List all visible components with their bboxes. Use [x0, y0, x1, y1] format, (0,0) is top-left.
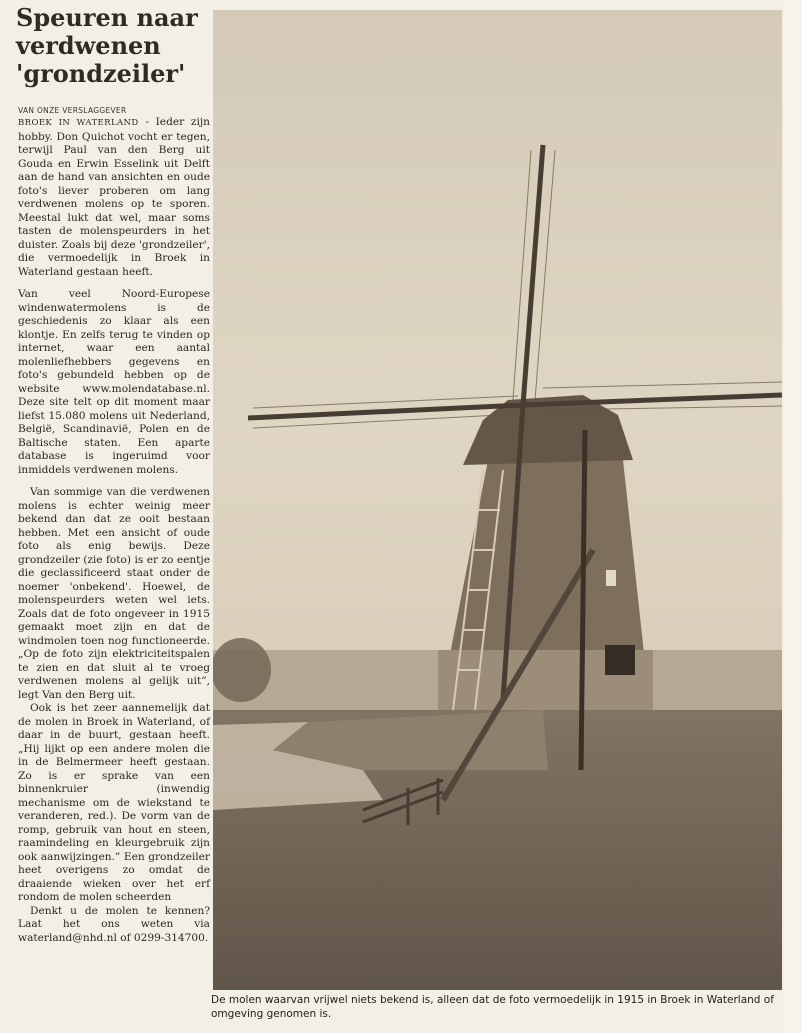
headline-line-1: Speuren naar [16, 3, 198, 32]
article-paragraph-5: Denkt u de molen te kennen? Laat het ons weten via waterland@nhd.nl of 0299-314700. [18, 904, 210, 944]
photo-caption: De molen waarvan vrijwel niets bekend is, alleen dat de foto vermoedelijk in 1915 in Broek in Waterland of omgeving genomen is. [211, 994, 774, 1020]
article-dateline: BROEK IN WATERLAND [18, 118, 139, 128]
adjacent-column-edge [784, 0, 802, 1033]
headline-line-3: 'grondzeiler' [16, 59, 186, 88]
paragraph-1-text: - Ieder zijn hobby. Don Quichot vocht er tegen, terwijl Paul van den Berg uit Gouda en Erwin Esselink uit Delft aan de hand van ansichten en oude foto's liever proberen om lang verdwenen molens op te sporen. Meestal lukt dat wel, maar soms tasten de molenspeurders in het duister. Zoals bij deze 'grondzeiler', die vermoedelijk in Broek in Waterland gestaan heeft. [18, 116, 210, 278]
article-paragraph-1 [18, 116, 210, 279]
article-body [18, 116, 210, 945]
headline-line-2: verdwenen [16, 31, 161, 60]
windmill-illustration [213, 10, 782, 990]
article-paragraph-4: Ook is het zeer aannemelijk dat de molen in Broek in Waterland, of daar in de buurt, gestaan heeft. „Hij lijkt op een andere molen die in de Belmermeer heeft gestaan. Zo is er sprake van een binnenkruier (inwendig mechanisme om de wiekstand te veranderen, red.). De vorm van de romp, gebruik van hout en steen, raamindeling en kleurgebruik zijn ook aanwijzingen.” Een grondzeiler heet overigens zo omdat de draaiende wieken over het erf rondom de molen scheerden [18, 702, 210, 903]
article-paragraph-3: Van sommige van die verdwenen molens is echter weinig meer bekend dan dat ze ooit bestaan hebben. Met een ansicht of oude foto als enig bewijs. Deze grondzeiler (zie foto) is er zo eentje die geclassificeerd staat onder de noemer 'onbekend'. Hoewel, de molenspeurders weten wel iets. Zoals dat de foto ongeveer in 1915 gemaakt moet zijn en dat de windmolen toen nog functioneerde. „Op de foto zijn elektriciteitspalen te zien en dat sluit al te vroeg verdwenen molens al gelijk uit”, legt Van den Berg uit. [18, 486, 210, 701]
article-headline [16, 4, 216, 88]
windmill-photo [213, 10, 782, 990]
article-paragraph-2: Van veel Noord-Europese windenwatermolens is de geschiedenis zo klaar als een klontje. En zelfs terug te vinden op internet, waar een aantal molenliefhebbers gegevens en foto's gebundeld hebben op de website www.molendatabase.nl. Deze site telt op dit moment maar liefst 15.080 molens uit Nederland, België, Scandinavië, Polen en de Baltische staten. Een aparte database is ingeruimd voor inmiddels verdwenen molens. [18, 288, 210, 476]
photo-grain [213, 10, 782, 990]
article-byline: VAN ONZE VERSLAGGEVER [18, 106, 127, 115]
